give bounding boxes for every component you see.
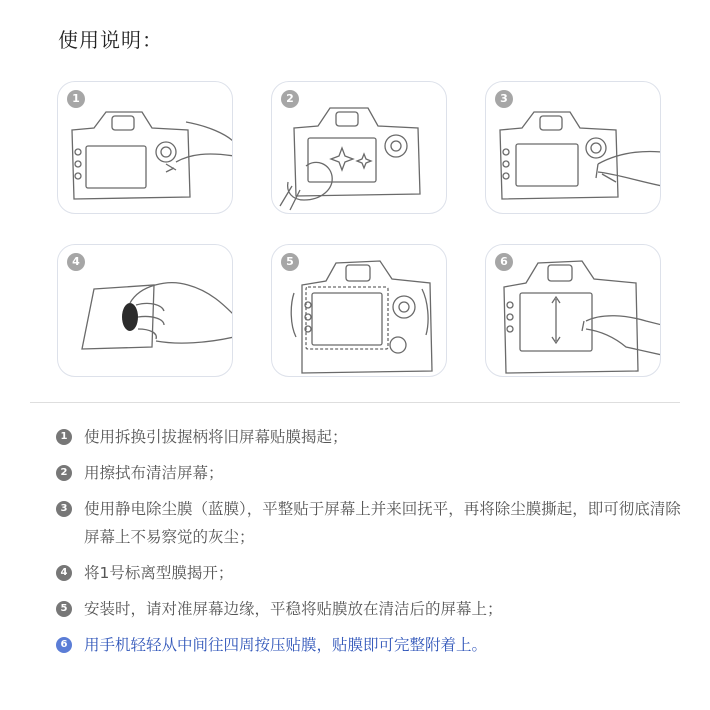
- step-4-illustration: [57, 244, 233, 377]
- step-2-illustration: [271, 81, 447, 214]
- instruction-step-4: [56, 559, 694, 587]
- step-3-illustration: [485, 81, 661, 214]
- step-text: 用擦拭布清洁屏幕；: [84, 464, 224, 482]
- step-number-badge: 5: [56, 601, 72, 617]
- step-number-badge: 3: [56, 501, 72, 517]
- step-5-illustration: [271, 244, 447, 377]
- instruction-step-2: [56, 459, 694, 487]
- step-text: 安装时，请对准屏幕边缘，平稳将贴膜放在清洁后的屏幕上；: [84, 600, 503, 618]
- step-1-illustration: [57, 81, 233, 214]
- page-title: 使用说明：: [58, 28, 163, 52]
- step-text: 用手机轻轻从中间往四周按压贴膜，贴膜即可完整附着上。: [84, 636, 488, 654]
- step-number-badge: 1: [56, 429, 72, 445]
- instruction-step-3: [56, 495, 694, 551]
- instruction-step-6: [56, 631, 694, 659]
- step-number-badge: 2: [56, 465, 72, 481]
- step-number-badge: 6: [495, 253, 513, 271]
- step-number-badge: 6: [56, 637, 72, 653]
- step-6-illustration: [485, 244, 661, 377]
- step-number-badge: 2: [281, 90, 299, 108]
- step-number-badge: 4: [56, 565, 72, 581]
- step-text: 使用拆换引拔握柄将旧屏幕贴膜揭起；: [84, 428, 348, 446]
- step-text: 使用静电除尘膜（蓝膜），平整贴于屏幕上并来回抚平，再将除尘膜撕起，即可彻底清除屏幕上不易察觉的灰尘；: [84, 500, 681, 546]
- instruction-step-5: [56, 595, 694, 623]
- step-number-badge: 4: [67, 253, 85, 271]
- step-number-badge: 3: [495, 90, 513, 108]
- step-number-badge: 1: [67, 90, 85, 108]
- section-divider: [30, 402, 680, 403]
- step-text: 将1号标离型膜揭开；: [84, 564, 234, 582]
- step-number-badge: 5: [281, 253, 299, 271]
- instruction-step-1: [56, 423, 694, 451]
